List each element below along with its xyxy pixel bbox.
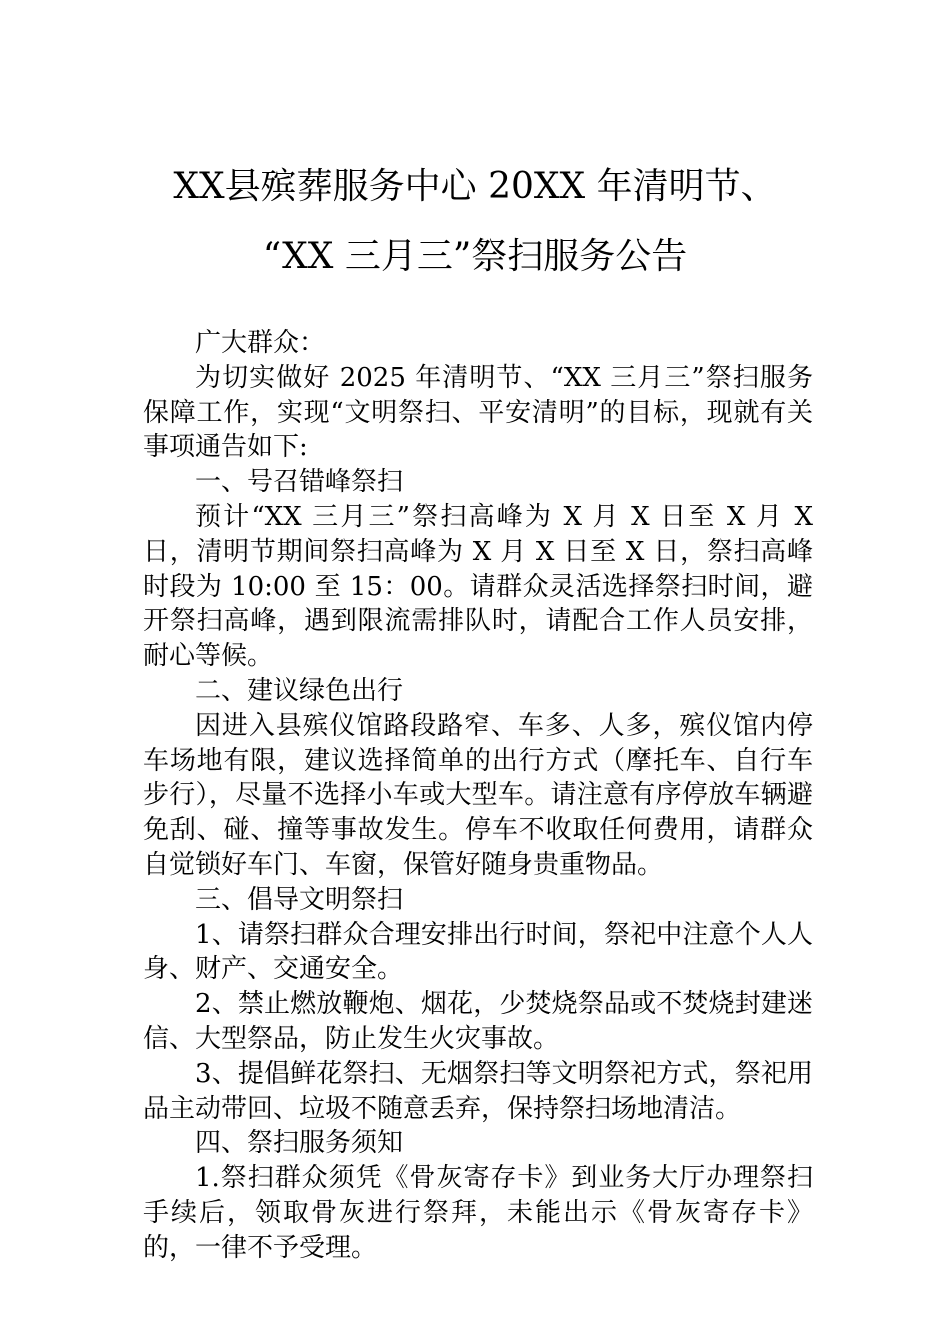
section-heading-2: 二、建议绿色出行	[195, 675, 404, 706]
salutation: 广大群众：	[195, 328, 326, 358]
section-2-paragraph: 因进入县殡仪馆路段路窄、车多、人多，殡仪馆内停车场地有限，建议选择简单的出行方式（摩托车、自行车步行），尽量不选择小车或大型车。请注意有序停放车辆避免刮、碰、撞等事故发生。停车不收取任何费用，请群众自觉锁好车门、车窗，保管好随身贵重物品。	[143, 710, 813, 880]
section-3-item-2: 2、禁止燃放鞭炮、烟花，少焚烧祭品或不焚烧封建迷信、大型祭品，防止发生火灾事故。	[143, 989, 813, 1054]
section-3-item-3: 3、提倡鲜花祭扫、无烟祭扫等文明祭祀方式，祭祀用品主动带回、垃圾不随意丢弃，保持祭扫场地清洁。	[143, 1058, 813, 1124]
section-3-item-1: 1、请祭扫群众合理安排出行时间，祭祀中注意个人人身、财产、交通安全。	[143, 919, 813, 985]
section-heading-4: 四、祭扫服务须知	[195, 1128, 404, 1159]
section-heading-1: 一、号召错峰祭扫	[195, 467, 404, 498]
section-4-item-1: 1.祭扫群众须凭《骨灰寄存卡》到业务大厅办理祭扫手续后，领取骨灰进行祭拜，未能出示《骨灰寄存卡》的，一律不予受理。	[143, 1163, 813, 1263]
intro-paragraph: 为切实做好 2025 年清明节、“XX 三月三”祭扫服务保障工作，实现“文明祭扫、平安清明”的目标，现就有关事项通告如下:	[143, 362, 813, 463]
section-heading-3: 三、倡导文明祭扫	[195, 884, 404, 915]
document-title-line-1: XX县殡葬服务中心 20XX 年清明节、	[173, 166, 777, 207]
section-1-paragraph: 预计“XX 三月三”祭扫高峰为 X 月 X 日至 X 月 X 日，清明节期间祭扫高峰为 X 月 X 日至 X 日，祭扫高峰时段为 10:00 至 15：00。请群众灵活选择祭扫时间，避开祭扫高峰，遇到限流需排队时，请配合工作人员安排，耐心等候。	[143, 501, 813, 672]
document-title-line-2: “XX 三月三”祭扫服务公告	[262, 236, 688, 277]
document-body	[143, 326, 813, 1266]
